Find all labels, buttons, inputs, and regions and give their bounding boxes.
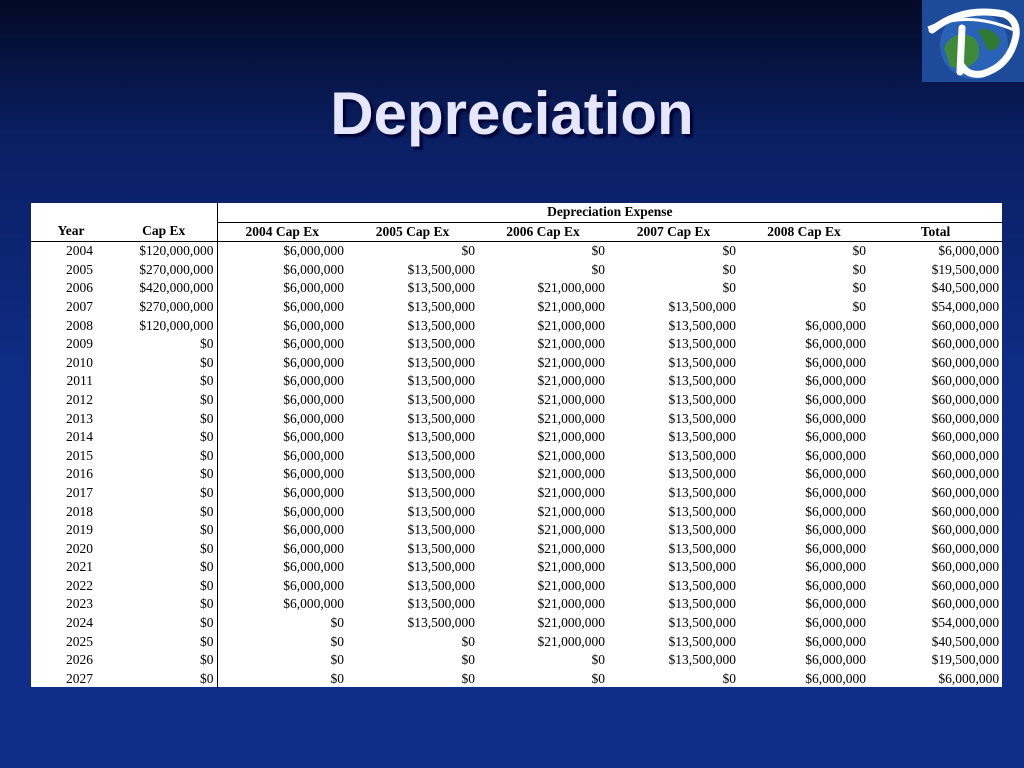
column-header-year: Year [31, 222, 111, 242]
cell-2004: $6,000,000 [217, 335, 347, 354]
cell-total: $40,500,000 [931, 280, 1000, 296]
cell-2007: $13,500,000 [668, 577, 736, 593]
table-row [31, 428, 1002, 447]
cell-total: $60,000,000 [931, 466, 1000, 482]
cell-2004: $6,000,000 [217, 317, 347, 336]
table-row [31, 670, 1002, 689]
cell-2004: $6,000,000 [217, 521, 347, 540]
cell-2008: $6,000,000 [805, 336, 866, 352]
table-row [31, 633, 1002, 652]
cell-2006: $21,000,000 [537, 577, 605, 593]
table-row [31, 279, 1002, 298]
table-row [31, 558, 1002, 577]
cell-capex: $0 [200, 336, 214, 352]
table-row [31, 261, 1002, 280]
cell-total: $60,000,000 [931, 373, 1000, 389]
cell-2008: $0 [852, 298, 866, 314]
cell-2004: $6,000,000 [217, 447, 347, 466]
cell-capex: $0 [200, 391, 214, 407]
cell-2008: $0 [852, 261, 866, 277]
cell-2005: $13,500,000 [407, 447, 475, 463]
header-blank [31, 203, 217, 222]
cell-2008: $6,000,000 [805, 410, 866, 426]
cell-2006: $21,000,000 [537, 354, 605, 370]
cell-2006: $21,000,000 [537, 503, 605, 519]
cell-2007: $13,500,000 [668, 559, 736, 575]
cell-total: $60,000,000 [931, 447, 1000, 463]
cell-2007: $0 [722, 280, 736, 296]
cell-total: $60,000,000 [931, 354, 1000, 370]
cell-total: $60,000,000 [931, 484, 1000, 500]
column-header-2004: 2004 Cap Ex [217, 222, 347, 242]
cell-2007: $13,500,000 [668, 540, 736, 556]
cell-2004: $6,000,000 [217, 354, 347, 373]
cell-2005: $13,500,000 [407, 466, 475, 482]
cell-capex: $0 [200, 484, 214, 500]
column-header-capex: Cap Ex [111, 222, 217, 242]
cell-2008: $6,000,000 [805, 522, 866, 538]
cell-2006: $21,000,000 [537, 429, 605, 445]
cell-capex: $270,000,000 [139, 298, 214, 314]
cell-2006: $0 [591, 652, 605, 668]
cell-total: $60,000,000 [931, 540, 1000, 556]
cell-2007: $13,500,000 [668, 429, 736, 445]
cell-total: $60,000,000 [931, 336, 1000, 352]
cell-2006: $21,000,000 [537, 540, 605, 556]
table-row [31, 372, 1002, 391]
cell-2005: $13,500,000 [407, 577, 475, 593]
cell-year: 2016 [66, 466, 93, 482]
cell-capex: $0 [200, 540, 214, 556]
cell-2005: $13,500,000 [407, 484, 475, 500]
cell-2006: $21,000,000 [537, 615, 605, 631]
table-row [31, 391, 1002, 410]
table-row [31, 317, 1002, 336]
cell-year: 2027 [66, 670, 93, 686]
table-row [31, 595, 1002, 614]
cell-2007: $13,500,000 [668, 484, 736, 500]
cell-2008: $6,000,000 [805, 391, 866, 407]
cell-year: 2018 [66, 503, 93, 519]
cell-2006: $21,000,000 [537, 336, 605, 352]
cell-year: 2019 [66, 522, 93, 538]
cell-total: $60,000,000 [931, 503, 1000, 519]
group-header: Depreciation Expense [217, 203, 1002, 222]
cell-2007: $13,500,000 [668, 336, 736, 352]
cell-2004: $6,000,000 [217, 279, 347, 298]
table-row [31, 540, 1002, 559]
cell-capex: $0 [200, 373, 214, 389]
cell-2006: $21,000,000 [537, 633, 605, 649]
cell-total: $40,500,000 [931, 633, 1000, 649]
cell-2005: $13,500,000 [407, 540, 475, 556]
cell-2006: $21,000,000 [537, 596, 605, 612]
cell-2005: $0 [461, 652, 475, 668]
cell-total: $60,000,000 [931, 577, 1000, 593]
cell-total: $60,000,000 [931, 559, 1000, 575]
cell-2008: $0 [852, 280, 866, 296]
cell-capex: $0 [200, 670, 214, 686]
cell-year: 2004 [66, 243, 93, 259]
cell-2005: $13,500,000 [407, 522, 475, 538]
cell-2006: $21,000,000 [537, 484, 605, 500]
cell-total: $19,500,000 [931, 261, 1000, 277]
table-row [31, 521, 1002, 540]
cell-2008: $6,000,000 [805, 670, 866, 686]
cell-2007: $13,500,000 [668, 466, 736, 482]
cell-2008: $6,000,000 [805, 484, 866, 500]
cell-year: 2013 [66, 410, 93, 426]
cell-capex: $0 [200, 596, 214, 612]
cell-2004: $6,000,000 [217, 558, 347, 577]
cell-capex: $120,000,000 [139, 317, 214, 333]
cell-2005: $13,500,000 [407, 391, 475, 407]
cell-2004: $6,000,000 [217, 391, 347, 410]
cell-2005: $0 [461, 243, 475, 259]
cell-2005: $13,500,000 [407, 336, 475, 352]
cell-2006: $0 [591, 243, 605, 259]
cell-2004: $0 [217, 614, 347, 633]
cell-year: 2026 [66, 652, 93, 668]
cell-year: 2024 [66, 615, 93, 631]
table-row [31, 298, 1002, 317]
column-header-2007: 2007 Cap Ex [608, 222, 739, 242]
table-row [31, 447, 1002, 466]
cell-2004: $6,000,000 [217, 503, 347, 522]
cell-total: $60,000,000 [931, 522, 1000, 538]
cell-2007: $13,500,000 [668, 354, 736, 370]
cell-2008: $6,000,000 [805, 615, 866, 631]
cell-2005: $13,500,000 [407, 317, 475, 333]
cell-2008: $6,000,000 [805, 373, 866, 389]
cell-2008: $6,000,000 [805, 354, 866, 370]
cell-capex: $420,000,000 [139, 280, 214, 296]
cell-2006: $21,000,000 [537, 410, 605, 426]
table-row [31, 465, 1002, 484]
cell-2004: $6,000,000 [217, 484, 347, 503]
cell-2007: $13,500,000 [668, 373, 736, 389]
cell-2006: $0 [591, 670, 605, 686]
cell-year: 2014 [66, 429, 93, 445]
cell-year: 2008 [66, 317, 93, 333]
cell-capex: $0 [200, 522, 214, 538]
cell-total: $60,000,000 [931, 429, 1000, 445]
cell-2007: $13,500,000 [668, 447, 736, 463]
cell-year: 2020 [66, 540, 93, 556]
cell-2006: $21,000,000 [537, 559, 605, 575]
cell-2007: $13,500,000 [668, 410, 736, 426]
cell-2006: $0 [591, 261, 605, 277]
cell-year: 2017 [66, 484, 93, 500]
cell-2007: $13,500,000 [668, 391, 736, 407]
cell-year: 2025 [66, 633, 93, 649]
cell-2004: $0 [217, 651, 347, 670]
table-row [31, 354, 1002, 373]
cell-2005: $0 [461, 633, 475, 649]
cell-capex: $0 [200, 577, 214, 593]
slide-title: Depreciation [330, 80, 694, 147]
table-row [31, 614, 1002, 633]
cell-2006: $21,000,000 [537, 391, 605, 407]
cell-2005: $13,500,000 [407, 354, 475, 370]
cell-2006: $21,000,000 [537, 373, 605, 389]
cell-total: $60,000,000 [931, 317, 1000, 333]
cell-capex: $0 [200, 615, 214, 631]
cell-2008: $6,000,000 [805, 466, 866, 482]
cell-capex: $0 [200, 410, 214, 426]
cell-capex: $0 [200, 633, 214, 649]
cell-2005: $0 [461, 670, 475, 686]
cell-capex: $0 [200, 559, 214, 575]
cell-2005: $13,500,000 [407, 429, 475, 445]
cell-capex: $270,000,000 [139, 261, 214, 277]
cell-2007: $13,500,000 [668, 503, 736, 519]
cell-2007: $13,500,000 [668, 298, 736, 314]
cell-year: 2021 [66, 559, 93, 575]
cell-2005: $13,500,000 [407, 298, 475, 314]
column-header-total: Total [869, 222, 1002, 242]
cell-total: $19,500,000 [931, 652, 1000, 668]
cell-capex: $0 [200, 503, 214, 519]
table-row [31, 503, 1002, 522]
cell-2005: $13,500,000 [407, 596, 475, 612]
cell-2004: $6,000,000 [217, 410, 347, 429]
cell-total: $54,000,000 [931, 298, 1000, 314]
cell-capex: $0 [200, 429, 214, 445]
cell-2005: $13,500,000 [407, 373, 475, 389]
cell-year: 2007 [66, 298, 93, 314]
table-body [31, 242, 1002, 689]
cell-2008: $6,000,000 [805, 596, 866, 612]
cell-2006: $21,000,000 [537, 447, 605, 463]
cell-2007: $13,500,000 [668, 317, 736, 333]
cell-total: $60,000,000 [931, 391, 1000, 407]
cell-2007: $13,500,000 [668, 596, 736, 612]
column-header-2006: 2006 Cap Ex [478, 222, 608, 242]
cell-2008: $0 [852, 243, 866, 259]
cell-2004: $6,000,000 [217, 577, 347, 596]
table-row [31, 242, 1002, 261]
cell-2004: $6,000,000 [217, 242, 347, 261]
depreciation-table [31, 203, 1002, 688]
cell-2006: $21,000,000 [537, 466, 605, 482]
cell-2007: $13,500,000 [668, 633, 736, 649]
cell-total: $60,000,000 [931, 410, 1000, 426]
cell-2005: $13,500,000 [407, 615, 475, 631]
table-row [31, 484, 1002, 503]
cell-2007: $13,500,000 [668, 652, 736, 668]
cell-capex: $0 [200, 447, 214, 463]
cell-2008: $6,000,000 [805, 317, 866, 333]
cell-2006: $21,000,000 [537, 280, 605, 296]
cell-2008: $6,000,000 [805, 577, 866, 593]
cell-2004: $6,000,000 [217, 595, 347, 614]
depreciation-table-container [31, 203, 1002, 687]
cell-year: 2022 [66, 577, 93, 593]
cell-2008: $6,000,000 [805, 540, 866, 556]
cell-year: 2023 [66, 596, 93, 612]
cell-2007: $0 [722, 670, 736, 686]
cell-2008: $6,000,000 [805, 429, 866, 445]
cell-2004: $6,000,000 [217, 465, 347, 484]
cell-2005: $13,500,000 [407, 410, 475, 426]
cell-2008: $6,000,000 [805, 447, 866, 463]
column-header-2005: 2005 Cap Ex [347, 222, 478, 242]
cell-2007: $13,500,000 [668, 615, 736, 631]
cell-year: 2011 [66, 373, 93, 389]
cell-2007: $0 [722, 243, 736, 259]
column-header-2008: 2008 Cap Ex [739, 222, 869, 242]
table-row [31, 335, 1002, 354]
cell-year: 2005 [66, 261, 93, 277]
cell-capex: $0 [200, 652, 214, 668]
cell-total: $54,000,000 [931, 615, 1000, 631]
cell-capex: $0 [200, 466, 214, 482]
cell-2006: $21,000,000 [537, 298, 605, 314]
cell-2007: $0 [722, 261, 736, 277]
cell-2004: $6,000,000 [217, 261, 347, 280]
cell-2008: $6,000,000 [805, 633, 866, 649]
cell-2004: $6,000,000 [217, 428, 347, 447]
cell-year: 2006 [66, 280, 93, 296]
table-row [31, 651, 1002, 670]
cell-year: 2010 [66, 354, 93, 370]
cell-total: $6,000,000 [938, 243, 1000, 259]
cell-2005: $13,500,000 [407, 559, 475, 575]
cell-capex: $0 [200, 354, 214, 370]
cell-total: $60,000,000 [931, 596, 1000, 612]
cell-2005: $13,500,000 [407, 280, 475, 296]
cell-2007: $13,500,000 [668, 522, 736, 538]
cell-2006: $21,000,000 [537, 522, 605, 538]
cell-2008: $6,000,000 [805, 559, 866, 575]
cell-2005: $13,500,000 [407, 261, 475, 277]
cell-year: 2009 [66, 336, 93, 352]
cell-capex: $120,000,000 [139, 243, 214, 259]
cell-2004: $0 [217, 633, 347, 652]
cell-2004: $6,000,000 [217, 298, 347, 317]
cell-year: 2012 [66, 391, 93, 407]
cell-2004: $6,000,000 [217, 540, 347, 559]
cell-total: $6,000,000 [938, 670, 1000, 686]
cell-2006: $21,000,000 [537, 317, 605, 333]
table-row [31, 577, 1002, 596]
cell-2005: $13,500,000 [407, 503, 475, 519]
cell-year: 2015 [66, 447, 93, 463]
cell-2008: $6,000,000 [805, 652, 866, 668]
table-row [31, 410, 1002, 429]
disney-globe-logo-icon [922, 0, 1024, 82]
cell-2004: $0 [217, 670, 347, 689]
cell-2008: $6,000,000 [805, 503, 866, 519]
cell-2004: $6,000,000 [217, 372, 347, 391]
